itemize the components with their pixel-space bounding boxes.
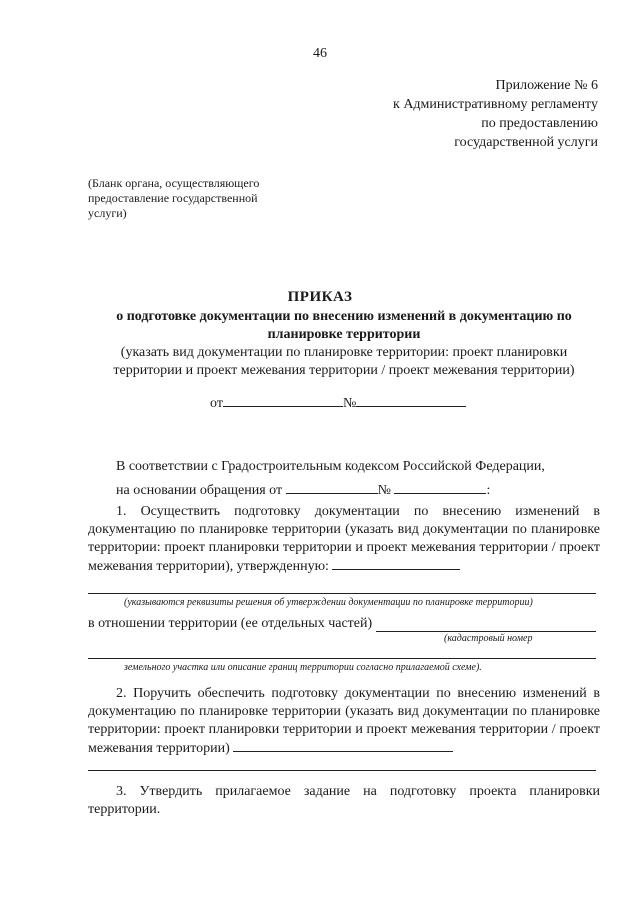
item-1-body: 1. Осуществить подготовку документации по внесению изменений в документацию по планировке территории (указать вид документации по планировке территории: проект планировки территории и проект межевания территории / проект межевания территории), утвержденную: bbox=[88, 504, 600, 574]
territory-label: в отношении территории (ее отдельных частей) bbox=[88, 616, 373, 631]
letterhead-placeholder bbox=[88, 176, 298, 221]
request-number-blank bbox=[394, 481, 486, 494]
document-title: ПРИКАЗ bbox=[287, 289, 353, 305]
land-plot-hint: земельного участка или описание границ территории согласно прилагаемой схеме). bbox=[124, 662, 482, 673]
item-2-text bbox=[88, 685, 600, 758]
appendix-line: к Административному регламенту bbox=[393, 97, 598, 112]
basis-colon: : bbox=[486, 483, 491, 498]
page-number: 46 bbox=[313, 46, 327, 61]
item-3-text: 3. Утвердить прилагаемое задание на подготовку проекта планировки территории. bbox=[88, 784, 600, 817]
document-subtitle: о подготовке документации по внесению изменений в документацию по планировке территории bbox=[116, 309, 572, 342]
territory-blank bbox=[376, 619, 596, 632]
appendix-line: государственной услуги bbox=[454, 135, 598, 150]
letterhead-line: предоставление государственной bbox=[88, 191, 258, 205]
responsible-blank bbox=[233, 739, 453, 752]
number-blank bbox=[356, 394, 466, 407]
responsible-line bbox=[88, 770, 596, 771]
document-subnote: (указать вид документации по планировке территории: проект планировки территории и проект межевания территории / проект межевания территории) bbox=[113, 345, 575, 378]
appendix-line: Приложение № 6 bbox=[495, 78, 598, 93]
land-plot-line bbox=[88, 658, 596, 659]
date-label: от bbox=[210, 396, 223, 411]
approval-blank bbox=[332, 557, 460, 570]
order-date-number-line bbox=[210, 394, 466, 412]
item-2-body: 2. Поручить обеспечить подготовку документации по внесению изменений в документацию по планировке территории (указать вид документации по планировке территории: проект планировки территории и проект межевания территории / проект межевания территории) bbox=[88, 686, 600, 756]
cadastral-hint: (кадастровый номер bbox=[444, 633, 533, 644]
basis-request-label: на основании обращения от bbox=[116, 483, 283, 498]
request-number-label: № bbox=[377, 483, 391, 498]
appendix-header bbox=[298, 76, 598, 152]
letterhead-line: (Бланк органа, осуществляющего bbox=[88, 176, 260, 190]
item-1-text bbox=[88, 503, 600, 576]
territory-line bbox=[88, 616, 596, 632]
basis-request-line bbox=[116, 481, 490, 499]
letterhead-line: услуги) bbox=[88, 206, 127, 220]
request-date-blank bbox=[286, 481, 378, 494]
requisites-hint: (указываются реквизиты решения об утверждении документации по планировке территории) bbox=[124, 597, 533, 608]
date-blank bbox=[223, 394, 343, 407]
appendix-line: по предоставлению bbox=[481, 116, 598, 131]
basis-line: В соответствии с Градостроительным кодексом Российской Федерации, bbox=[116, 459, 545, 474]
requisites-line bbox=[88, 593, 596, 594]
number-label: № bbox=[342, 396, 357, 411]
